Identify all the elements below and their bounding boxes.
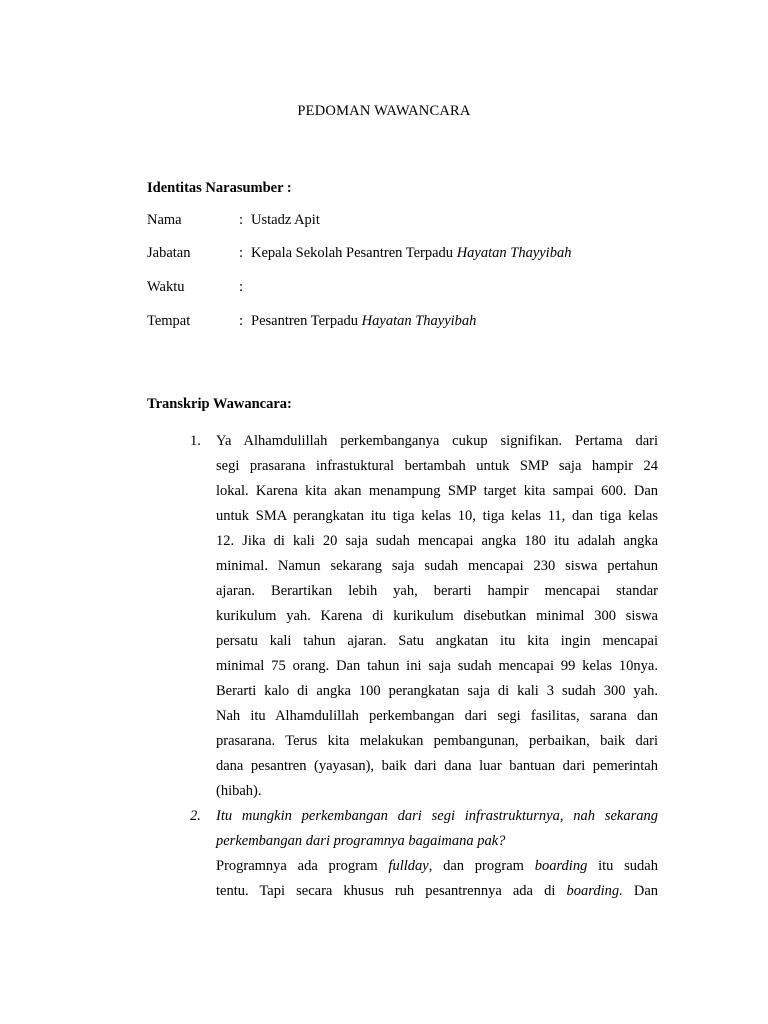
paragraph-line: (hibah). [216, 783, 262, 799]
answer-line: tentu. Tapi secara khusus ruh pesantrennya ada di boarding. Dan [216, 883, 659, 899]
paragraph-line: Ya Alhamdulillah perkembanganya cukup signifikan. Pertama dari [216, 433, 658, 449]
paragraph-line: untuk SMA perangkatan itu tiga kelas 10, tiga kelas 11, dan tiga kelas [216, 508, 658, 524]
identity-value: Pesantren Terpadu Hayatan Thayyibah [251, 313, 477, 329]
paragraph-line: ajaran. Berartikan lebih yah, berarti hampir mencapai standar [216, 583, 658, 599]
identity-colon: : [239, 313, 244, 329]
document-title: PEDOMAN WAWANCARA [297, 103, 471, 119]
paragraph-line: persatu kali tahun ajaran. Satu angkatan itu kita ingin mencapai [216, 633, 658, 649]
paragraph-line: 12. Jika di kali 20 saja sudah mencapai angka 180 itu adalah angka [216, 533, 658, 549]
identity-colon: : [239, 212, 244, 228]
identity-row-nama [147, 212, 667, 232]
identity-row-jabatan [147, 245, 667, 265]
paragraph-line: prasarana. Terus kita melakukan pembangunan, perbaikan, baik dari [216, 733, 658, 749]
identity-colon: : [239, 279, 244, 295]
paragraph-line: lokal. Karena kita akan menampung SMP target kita sampai 600. Dan [216, 483, 658, 499]
item-number: 1. [190, 433, 201, 449]
transcript-heading: Transkrip Wawancara: [147, 396, 292, 412]
identity-value: Kepala Sekolah Pesantren Terpadu Hayatan Thayyibah [251, 245, 572, 261]
identity-label: Nama [147, 212, 182, 228]
identity-value: Ustadz Apit [251, 212, 320, 228]
identity-row-waktu [147, 279, 667, 299]
paragraph-line: Nah itu Alhamdulillah perkembangan dari segi fasilitas, sarana dan [216, 708, 658, 724]
paragraph-line: minimal 75 orang. Dan tahun ini saja sudah mencapai 99 kelas 10nya. [216, 658, 658, 674]
paragraph-line: dana pesantren (yayasan), baik dari dana luar bantuan dari pemerintah [216, 758, 658, 774]
identity-colon: : [239, 245, 244, 261]
answer-line: Programnya ada program fullday, dan program boarding itu sudah [216, 858, 658, 874]
question-line: perkembangan dari programnya bagaimana pak? [216, 833, 506, 849]
paragraph-line: minimal. Namun sekarang saja sudah mencapai 230 siswa pertahun [216, 558, 658, 574]
paragraph-line: kurikulum yah. Karena di kurikulum disebutkan minimal 300 siswa [216, 608, 658, 624]
paragraph-line: Berarti kalo di angka 100 perangkatan saja di kali 3 sudah 300 yah. [216, 683, 658, 699]
identity-heading: Identitas Narasumber : [147, 180, 292, 196]
identity-label: Jabatan [147, 245, 191, 261]
identity-label: Waktu [147, 279, 185, 295]
paragraph-line: segi prasarana infrastuktural bertambah untuk SMP saja hampir 24 [216, 458, 658, 474]
question-line: Itu mungkin perkembangan dari segi infrastrukturnya, nah sekarang [216, 808, 658, 824]
identity-row-tempat [147, 313, 667, 333]
item-number: 2. [190, 808, 201, 824]
identity-label: Tempat [147, 313, 191, 329]
